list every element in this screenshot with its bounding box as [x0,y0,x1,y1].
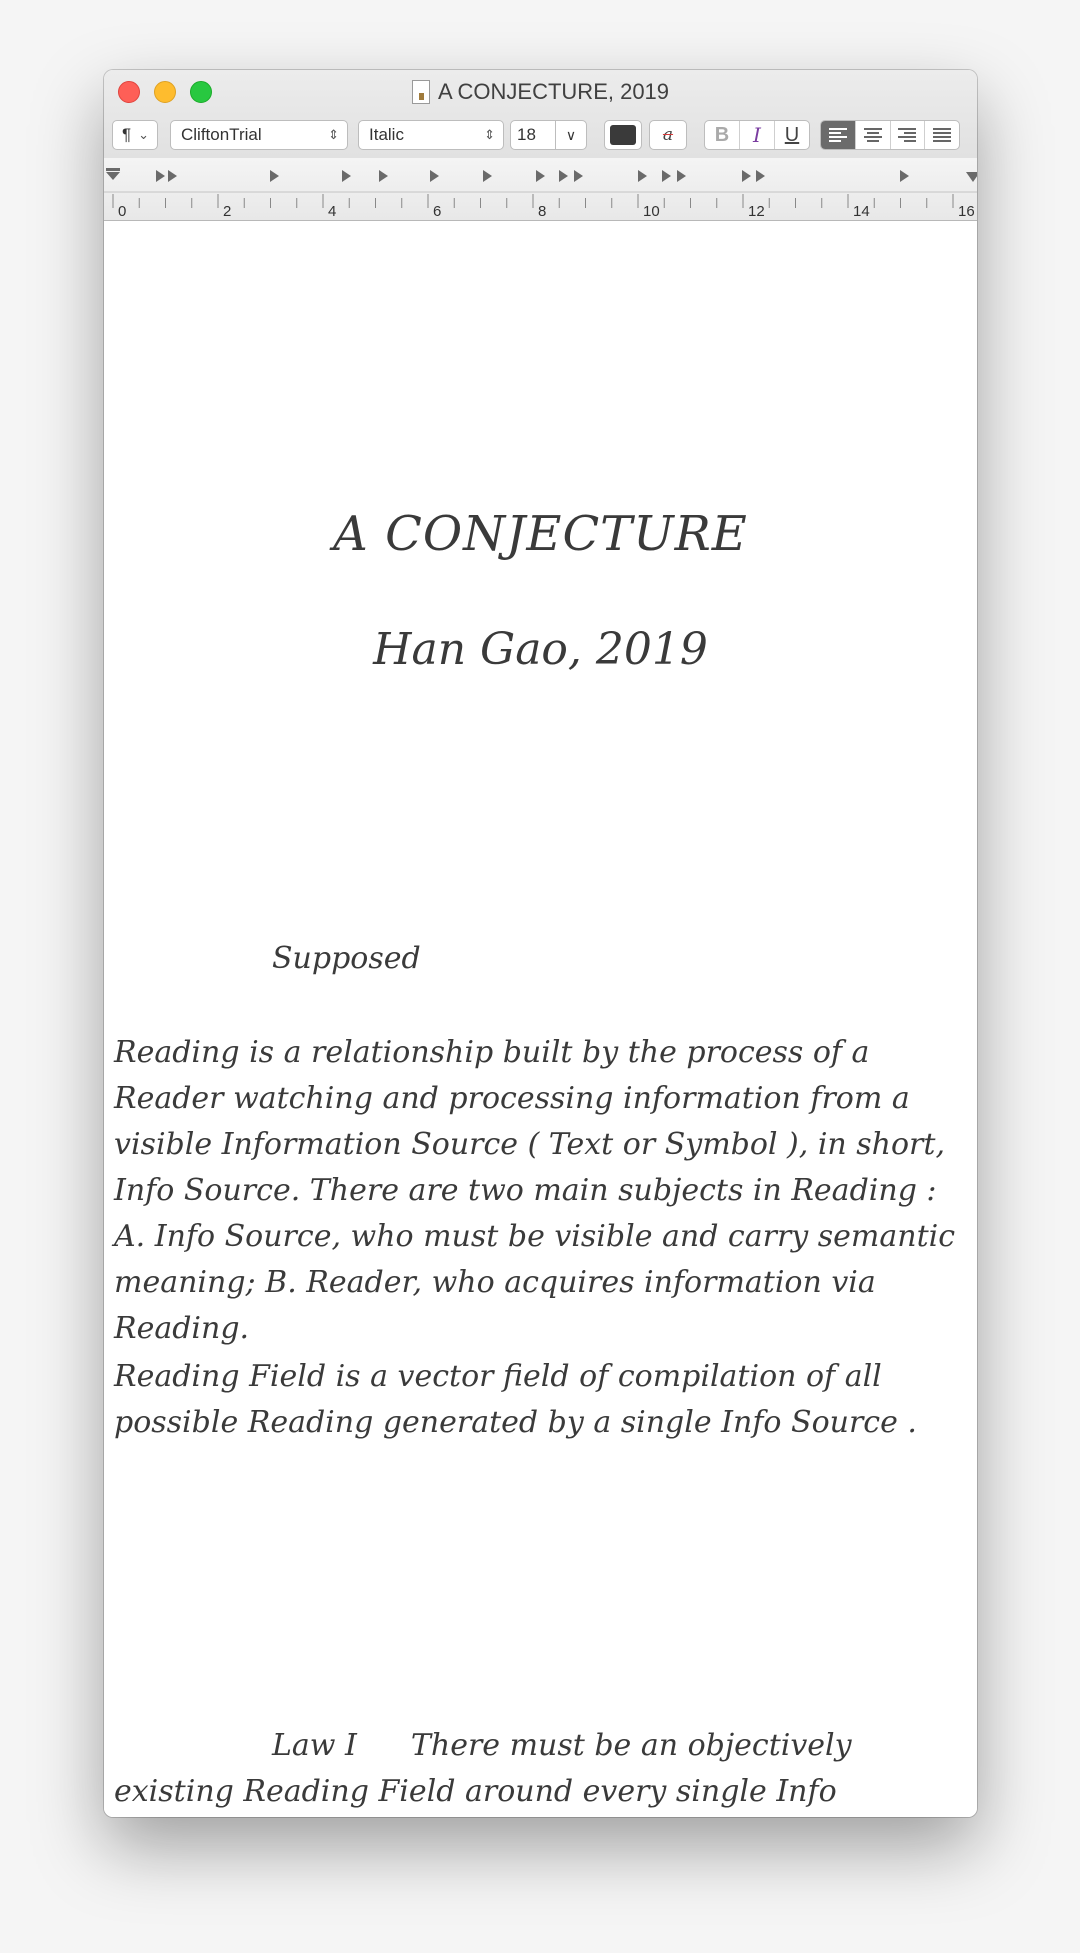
text-color-swatch [610,125,636,145]
ruler-label: 16 [958,203,975,220]
tab-stop-marker[interactable] [638,170,647,182]
font-family-popup[interactable] [170,120,348,150]
underline-button[interactable]: U [784,124,800,146]
font-style-value: Italic [369,125,404,144]
strikethrough-color-button[interactable] [649,120,687,150]
ruler-label: 8 [538,203,547,220]
ruler-graphic [104,158,977,220]
first-line-indent-marker[interactable] [106,168,120,171]
align-right-button[interactable] [891,121,926,149]
document-author: Han Gao, 2019 [373,624,708,675]
ruler-label: 6 [433,203,442,220]
up-down-arrows-icon: ⇕ [328,127,339,142]
document-icon [412,80,430,104]
ruler-label: 0 [118,203,127,220]
ruler[interactable] [104,158,977,220]
paragraph-style-popup[interactable] [112,120,158,150]
tab-stop-marker[interactable] [168,170,177,182]
tab-stop-marker[interactable] [574,170,583,182]
section-heading: Supposed [272,941,421,976]
left-indent-marker[interactable] [106,172,120,180]
paragraph: Reading Field is a vector field of compilation of all possible Reading generated by a single Info Source . [114,1359,917,1440]
textedit-window [104,70,977,1817]
align-center-icon [862,126,884,144]
paragraph: Reading is a relationship built by the process of a Reader watching and processing information from a visible Information Source ( Text or Symbol ), in short, Info Source. There are two main subjects in Reading : A. Info Source, who must be visible and carry semantic meaning; B. Reader, who acquires information via Reading. [114,1035,956,1346]
law-text: There must be an objectively existing Reading Field around every single Info [114,1728,852,1809]
align-center-button[interactable] [856,121,891,149]
font-family-value: CliftonTrial [181,125,262,144]
window-title [104,78,977,106]
document-title: A CONJECTURE [333,506,748,562]
format-toolbar [104,120,977,152]
tab-stop-marker[interactable] [156,170,165,182]
tab-stop-marker[interactable] [342,170,351,182]
tab-stop-marker[interactable] [379,170,388,182]
tab-stop-marker[interactable] [483,170,492,182]
font-size-value: 18 [517,125,536,144]
align-left-icon [827,126,849,144]
tab-stop-marker[interactable] [536,170,545,182]
justify-icon [931,126,953,144]
font-size-dropdown[interactable] [555,120,587,150]
document-page[interactable] [104,221,977,1817]
right-margin-marker[interactable] [966,172,977,182]
up-down-arrows-icon: ⇕ [484,127,495,142]
text-color-well[interactable] [604,120,642,150]
ruler-label: 2 [223,203,232,220]
font-size-field[interactable] [510,120,556,150]
italic-button[interactable]: I [740,121,775,149]
justify-button[interactable] [925,121,959,149]
alignment-segment [820,120,960,150]
align-right-icon [896,126,918,144]
chevron-down-icon: ⌄ [138,127,149,142]
law-paragraph [114,1723,964,1815]
tab-stop-marker[interactable] [756,170,765,182]
ruler-label: 10 [643,203,660,220]
align-left-button[interactable] [821,121,856,149]
tab-stop-marker[interactable] [662,170,671,182]
tab-stop-marker[interactable] [677,170,686,182]
ruler-label: 12 [748,203,765,220]
window-title-text: A CONJECTURE, 2019 [437,79,670,104]
chevron-down-icon: ∨ [565,127,577,143]
tab-stop-marker[interactable] [270,170,279,182]
tab-stop-marker[interactable] [742,170,751,182]
ruler-label: 14 [853,203,870,220]
tab-stop-marker[interactable] [900,170,909,182]
text-style-segment [704,120,810,150]
ruler-label: 4 [328,203,337,220]
bold-button[interactable]: B [705,121,740,149]
tab-stop-marker[interactable] [559,170,568,182]
font-style-popup[interactable] [358,120,504,150]
paragraph-icon: ¶ [122,125,132,144]
tab-stop-marker[interactable] [430,170,439,182]
strike-glyph: a [662,125,674,145]
law-heading: Law I [272,1728,357,1763]
title-bar [104,70,977,221]
